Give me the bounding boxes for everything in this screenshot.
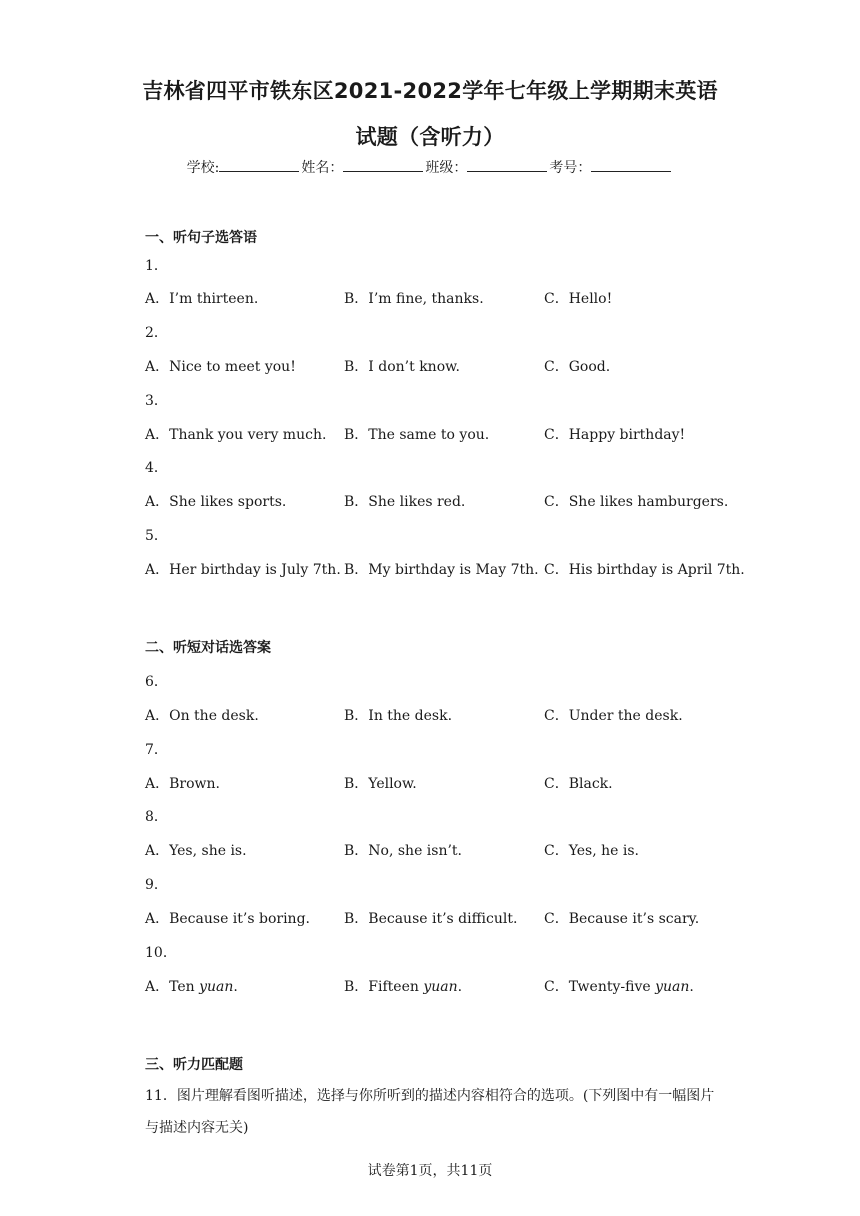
question-number: 7． (145, 742, 168, 758)
option-b: B．Fifteen yuan. (344, 979, 463, 995)
section-heading-2: 二、听短对话选答案 (145, 640, 271, 656)
option-c: C．Under the desk. (544, 708, 683, 724)
option-b: B．She likes red. (344, 494, 466, 510)
question-number: 1． (145, 258, 168, 274)
option-a: A．Because it’s boring. (145, 911, 310, 927)
class-blank (467, 159, 547, 172)
section-heading-1: 一、听句子选答语 (145, 230, 257, 246)
page-footer: 试卷第1页，共11页 (367, 1163, 493, 1179)
question-number: 9． (145, 877, 168, 893)
option-a: A．Ten yuan. (145, 979, 238, 995)
option-b: B．I don’t know. (344, 359, 460, 375)
option-a: A．I’m thirteen. (145, 291, 259, 307)
section-heading-3: 三、听力匹配题 (145, 1057, 243, 1073)
question-number: 4． (145, 460, 168, 476)
option-b: B．The same to you. (344, 427, 490, 443)
option-c: C．Black. (544, 776, 613, 792)
option-b: B．Because it’s difficult. (344, 911, 518, 927)
question-number: 6． (145, 674, 168, 690)
name-blank (343, 159, 423, 172)
option-c: C．Yes, he is. (544, 843, 639, 859)
option-c: C．She likes hamburgers. (544, 494, 729, 510)
option-c: C．Good. (544, 359, 611, 375)
question-number: 3． (145, 393, 168, 409)
name-label: 姓名： (301, 160, 344, 176)
option-a: A．Brown. (145, 776, 220, 792)
question-number: 10． (145, 945, 177, 961)
option-c: C．Happy birthday! (544, 427, 686, 443)
school-blank (219, 159, 299, 172)
question-number: 2． (145, 325, 168, 341)
option-b: B．No, she isn’t. (344, 843, 463, 859)
option-b: B．In the desk. (344, 708, 453, 724)
student-info-line (0, 157, 860, 177)
question-number: 5． (145, 528, 168, 544)
option-c: C．Because it’s scary. (544, 911, 700, 927)
option-c: C．His birthday is April 7th. (544, 562, 745, 578)
question-number: 8． (145, 809, 168, 825)
option-b: B．I’m fine, thanks. (344, 291, 484, 307)
option-b: B．My birthday is May 7th. (344, 562, 539, 578)
option-a: A．On the desk. (145, 708, 259, 724)
option-a: A．Yes, she is. (145, 843, 247, 859)
option-c: C．Twenty-five yuan. (544, 979, 694, 995)
option-b: B．Yellow. (344, 776, 417, 792)
option-c: C．Hello! (544, 291, 613, 307)
exam-title-line1: 吉林省四平市铁东区2021-2022学年七年级上学期期末英语 (142, 79, 718, 103)
school-label: 学校: (186, 160, 220, 176)
option-a: A．Thank you very much. (145, 427, 327, 443)
exam-title-line2: 试题（含听力） (355, 125, 505, 149)
exam-number-blank (591, 159, 671, 172)
question-11-instructions: 11．图片理解看图听描述，选择与你所听到的描述内容相符合的选项。(下列图中有一幅图片与描述内容无关) (145, 1088, 715, 1136)
option-a: A．She likes sports. (145, 494, 287, 510)
option-a: A．Her birthday is July 7th. (145, 562, 341, 578)
class-label: 班级： (425, 160, 468, 176)
exam-number-label: 考号： (549, 160, 592, 176)
option-a: A．Nice to meet you! (145, 359, 296, 375)
